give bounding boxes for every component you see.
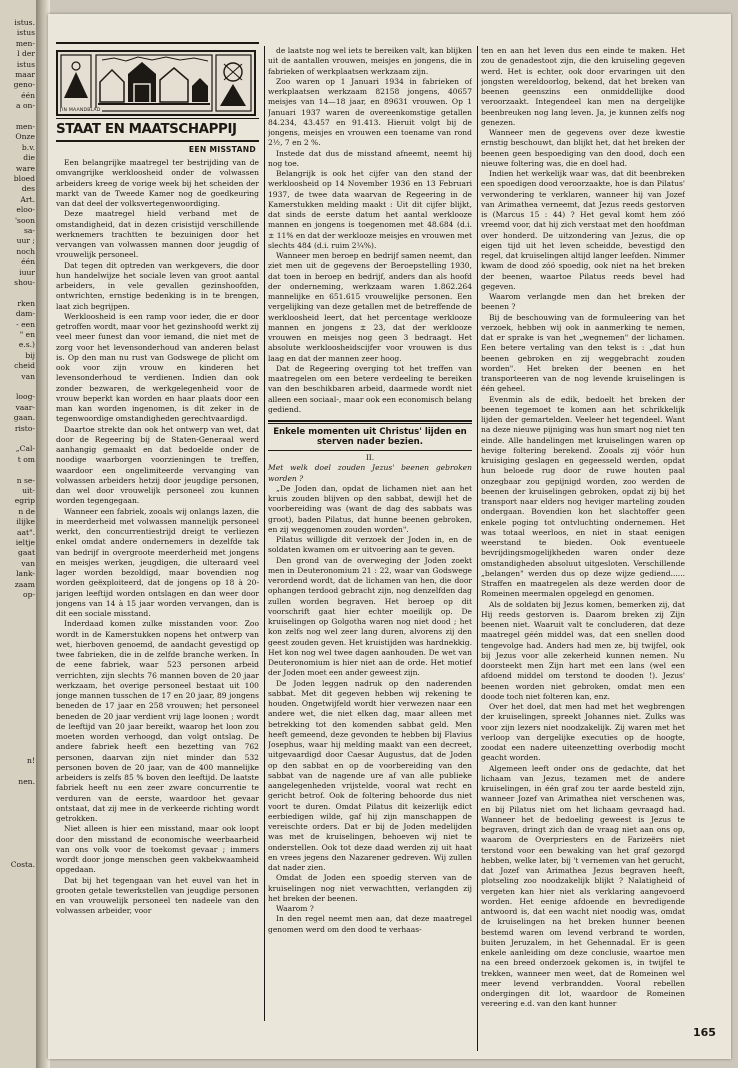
left-page-fragment: ieltje bbox=[15, 538, 35, 547]
article-paragraph: Dat tegen dit optreden van werkgevers, die door hun handelwijze het sociale leven van groot aantal arbeiders, in vele gevallen gezinshoofden, ontwrichten, ernstige bedenking is in te brengen, laat zich begrijpen. bbox=[56, 260, 259, 311]
left-page-fragment: ilijke bbox=[16, 517, 35, 527]
article-title-rule bbox=[268, 450, 472, 451]
left-page-fragment: sa- bbox=[24, 226, 35, 235]
left-page-fragment: b.v. bbox=[21, 142, 35, 152]
column-divider-2 bbox=[477, 46, 478, 1051]
left-page-fragment: maar bbox=[15, 70, 35, 79]
article-paragraph: Zoo waren op 1 Januari 1934 in fabrieken of werkplaatsen werkzaam 82158 jongens, 40657 meisjes van 14—18 jaar, en 89631 vrouwen. Op 1 Januari 1937 waren de overeenkomstige getallen 84.234, 43.457 en 91.413. Hieruit volgt bij de jongens, meisjes en vrouwen een toename van rond 2½, 7 en 2 %. bbox=[268, 76, 472, 148]
article-paragraph: Bij de beschouwing van de formuleering van het verzoek, hebben wij ook in aanmerking te nemen, dat er sprake is van het „wegnemen" der lichamen. Een betere vertaling van den tekst is : „dat hun beenen gebroken en zij weggebracht zouden worden". Het breken der beenen en het transporteeren van de nog levende kruiselingen is één geheel. bbox=[481, 312, 685, 394]
column-3 bbox=[481, 46, 685, 1058]
article-paragraph: Algemeen leeft onder ons de gedachte, dat het lichaam van Jezus, tezamen met de andere kruiselingen, in één graf zou ter aarde besteld zijn, wanneer Jozef van Arimathea niet verschenen was, en bij Pilatus niet om het lichaam gevraagd had. Wanneer het de bedoeling geweest is Jezus te begraven, dringt zich dan de vraag niet aan ons op, waarom de Overpriesters en de Farizeërs niet terstond voor een bewaking van het graf gezorgd hebben, welke later, bij 't vernemen van het gerucht, dat Jozef van Arimathea Jezus begraven heeft, plotseling zoo noodzakelijk blijkt ? Nalatigheid of vergeten kan hier niet als verklaring aangevoerd worden. Het eenige afdoende en bevredigende antwoord is, dat een wacht niet noodig was, omdat de kruiselingen na het breken hunner beenen bestemd waren om levend verbrand te worden, buiten Jeruzalem, in het Gehennadal. Er is geen enkele aanleiding om deze conclusie, waartoe men na een breed onderzoek gekomen is, in twijfel te trekken, wanneer men weet, dat de Romeinen wel meer levend verbrandden. Vooral rebellen ondergingen dit lot, waardoor de Romeinen vereering e.d. van den kant hunner bbox=[481, 763, 685, 1009]
page-number: 165 bbox=[693, 1026, 716, 1039]
article-paragraph: Wanneer een fabriek, zooals wij onlangs lazen, die in meerderheid met volwassen mannelijk personeel werkt, den concurrentiestrijd dreigt te verliezen enkel omdat andere ondernemers in dezelfde tak van bedrijf in overgroote meerderheid met jongens en meisjes werken, jeugdigen, die ulteraard veel lager worden bezoldigd, maar bovendien nog worden geëxploiteerd, dat de jongens op 18 à 20-jarigen leeftijd worden ontslagen en dan weer door jongens van 14 à 15 jaar worden vervangen, dan is dit een sociale misstand. bbox=[56, 506, 259, 618]
left-page-fragment: risto- bbox=[14, 423, 35, 433]
column-divider-1 bbox=[264, 46, 265, 1021]
left-page-fragment: iuur bbox=[19, 267, 35, 277]
article-paragraph: Niet alleen is hier een misstand, maar ook loopt door den misstand de economische weerbaarheid van ons volk voor de toekomst gevaar ; immers wordt door jonge menschen geen vakbekwaamheid opgedaan. bbox=[56, 824, 259, 875]
article-paragraph: Inderdaad komen zulke misstanden voor. Zoo wordt in de Kamerstukken nopens het ontwerp van wet, hierboven genoemd, de aandacht gevestigd op twee fabrieken, die in de zelfde branche werken. In de eene fabriek, waar 523 personen arbeid verrichten, zijn slechts 76 mannen boven de 20 jaar werkzaam, het overige personeel bestaat uit 100 jonge mannen tusschen de 17 en 20 jaar, 89 jongens beneden de 17 jaar en 258 vrouwen; het personeel beneden de 20 jaar verdient vrij lage loonen ; wordt de leeftijd van 20 jaar bereikt, waarop het loon zou moeten worden verhoogd, dan volgt ontslag. De andere fabriek heeft een bezetting van 762 personen, daarvan zijn niet minder dan 532 personen boven de 20 jaar, van de 400 mannelijke arbeiders is zelfs 85 % boven den leeftijd. De laatste fabriek heeft nu een zeer zware concurrentie te verduren van de eerste, waardoor het gevaar ontstaat, dat zij mee in de verkeerde richting wordt getrokken. bbox=[56, 619, 259, 823]
left-page-fragment: loog- bbox=[16, 392, 35, 402]
left-page-fragment: men- bbox=[15, 38, 35, 48]
article-paragraph: Dat de Regeering overging tot het treffen van maatregelen om een betere verdeeling te bereiken van den beschikbaren arbeid, daarmede wordt niet alleen een sociaal-, maar ook een economisch belang gediend. bbox=[268, 363, 472, 414]
left-page-fragment: gaan. bbox=[13, 413, 35, 423]
left-page-fragment: van bbox=[21, 558, 35, 568]
left-page-fragment: a on- bbox=[16, 101, 35, 111]
article-paragraph: Dat bij het tegengaan van het euvel van het in grooten getale tewerkstellen van jeugdige personen en van vrouwelijk personeel ten nadeele van den volwassen arbeider, voor bbox=[56, 875, 259, 916]
left-page-fragment: van bbox=[21, 371, 35, 381]
left-page-fragment: Costa. bbox=[10, 860, 35, 870]
article-divider-rule bbox=[268, 420, 472, 424]
left-page-fragment: uur ; bbox=[16, 236, 35, 246]
left-page-fragment: istus. bbox=[14, 18, 35, 27]
left-page-fragment: istus bbox=[16, 28, 35, 38]
article-paragraph: Waarom verlangde men dan het breken der beenen ? bbox=[481, 292, 685, 312]
left-page-fragment: istus bbox=[16, 59, 35, 69]
left-page-fragment: 'soon bbox=[14, 215, 35, 225]
article-paragraph: In den regel neemt men aan, dat deze maatregel genomen werd om den dood te verhaas- bbox=[268, 914, 472, 934]
left-page-fragment: men- bbox=[15, 122, 35, 131]
article-paragraph: Waarom ? bbox=[276, 904, 314, 913]
article-paragraph: Wanneer men beroep en bedrijf samen neemt, dan ziet men uit de gegevens der Beroepstelling 1930, dat toen in beroep en bedrijf, anders dan als hoofd der onderneming, werkzaam waren 1.862.264 mannelijke en 651.615 vrouwelijke personen. Een vergelijking van deze getallen met de betreffende de werkloosheid leert, dat het percentage werklooze mannen en jongens ± 23, dat der werklooze vrouwen en meisjes nog geen 3 bedraagt. Het absolute werkloosheidscijfer voor vrouwen is dus laag en dat der mannen zeer hoog. bbox=[268, 251, 472, 363]
left-page-fragment: bloed bbox=[13, 174, 35, 183]
left-page-fragment: Art. bbox=[20, 194, 35, 204]
article-paragraph: Den grond van de overweging der Joden zoekt men in Deuteronomium 21 : 22, waar van Godswege verordend wordt, dat de lichamen van hen, die door ophangen terdood gebracht zijn, nog denzelfden dag zullen worden begraven. Het beroep op dit voorschrift gaat hier echter moeilijk op. De kruiselingen op Golgotha waren nog niet dood ; het kon zelfs nog wel zeer lang duren, alvorens zij den geest zouden geven. Het kruistijden was hardnekkig. Het kon nog wel twee dagen aanhouden. De wet van Deuteronomium is hier niet aan de orde. Het motief der Joden moet een ander geweest zijn. bbox=[268, 555, 472, 678]
article-paragraph: De Joden leggen nadruk op den naderenden sabbat. Met dit gegeven hebben wij rekening te houden. Ongetwijfeld wordt hier verwezen naar een andere wet, die niet elken dag, maar alleen met betrekking tot den komenden sabbat geld. Men heeft gemeend, deze gevonden te hebben bij Flavius Josephus, waar hij melding maakt van een decreet, uitgevaardigd door Caesar Augustus, dat de Joden op den sabbat en op de voorbereiding van den sabbat van de nagende ure af van alle publieke aangelegenheden vrijstelde, vooral wat recht en gericht betrof. Ook de foltering behoorde dus niet voort te duren. Omdat Pilatus dit keizerlijk edict eerbiedigen wilde, gaf hij zijn manschappen de vereischte orders. Dat er bij de Joden medelijden was met de kruiselingen, behoeven wij niet te onderstellen. Ook tot deze daad werden zij uit haat en vrees jegens den Nazarener gedreven. Wij zullen dat nader zien. bbox=[268, 678, 472, 872]
left-page-fragment: cheid bbox=[14, 361, 35, 371]
article-paragraph: Deze maatregel hield verband met de omstandigheid, dat in dezen crisistijd verschillende werknemers trachtten te bezuinigen door het vervangen van volwassen mannen door jeugdig of vrouwelijk personeel. bbox=[56, 209, 259, 260]
left-page-fragment: noch bbox=[16, 246, 35, 256]
article-paragraph: Belangrijk is ook het cijfer van den stand der werkloosheid op 14 November 1936 en 13 Februari 1937, de twee data waarvan de Regeering in de Kamerstukken melding maakt : Uit dit cijfer blijkt, dat sinds de eerste datum het aantal werklooze mannen en jongens is toegenomen met 48.684 (d.i. ± 11% en dat der werklooze meisjes en vrouwen met slechts 484 (d.i. ruim 2¼%). bbox=[268, 169, 472, 250]
left-page-fragment: die bbox=[23, 153, 35, 163]
article-paragraph: Wanneer men de gegevens over deze kwestie ernstig beschouwt, dan blijkt het, dat het breken der beenen geen bespoediging van den dood, doch een nieuwe foltering was, die en doel had. bbox=[481, 128, 685, 168]
left-page-fragment: één bbox=[21, 90, 35, 100]
left-page-fragment: geno- bbox=[13, 80, 35, 90]
article-paragraph: Omdat de Joden een spoedig sterven van de kruiselingen nog niet verwachtten, verlangden zij het breken der beenen. bbox=[268, 873, 472, 903]
left-page-fragment: des bbox=[21, 184, 35, 194]
article-paragraph: Evenmin als de edik, bedoelt het breken der beenen tegemoet te komen aan het schrikkelijk lijden der gemartelden. Veeleer het tegendeel. Want na deze nieuwe pijniging was hun smart nog niet ten einde. Alle handelingen met kruiselingen waren op hevige foltering berekend. Zooals zij vóór hun kruisiging geslagen en gegeesseld werden, opdat hun beloede rug door de ruwe houten paal onzegbaar zou gepijnigd worden, zoo werden de beenen der kruiselingen gebroken, opdat zij bij het transport naar elders nog heviger marteling zouden ondergaan. Bovendien kon het slachtoffer geen enkele poging tot ontvluchting ondernemen. Het was totaal weerloos, en niet in staat eenigen weerstand te bieden. Ook eventueele bevrijdingsmogelijkheden waren onder deze omstandigheden absoluut uitgesloten. Verschillende „belangen" werden dus op deze wijze gediend...... Straffen en maatregelen als deze werden door de Romeinen meermalen opgelegd en genomen. bbox=[481, 394, 685, 599]
article-paragraph: de laatste nog wel iets te bereiken valt, kan blijken uit de aantallen vrouwen, meisjes en jongens, die in fabrieken of werkplaatsen werkzaam zijn. bbox=[268, 46, 472, 76]
banner-artwork bbox=[58, 52, 254, 114]
left-page-fragment: - een bbox=[16, 319, 35, 329]
left-page-fragment: bij bbox=[25, 350, 35, 360]
article-paragraph: Instede dat dus de misstand afneemt, neemt hij nog toe. bbox=[268, 148, 472, 168]
article-paragraph: Als de soldaten bij Jezus komen, bemerken zij, dat Hij reeds gestorven is. Daarom breken zij Zijn beenen niet. Waaruit valt te concluderen, dat deze maatregel géén middel was, dat een snellen dood tengevolge had. Anders had men ze, bij twijfel, ook bij Jezus voor alle zekerheid kunnen nemen. Nu doorsteekt men Zijn hart met een lans (wel een afdoend middel om terstond te dooden !). Jezus' beenen worden niet gebroken, omdat men een doode toch niet folteren kan, enz. bbox=[481, 599, 685, 701]
article-paragraph: ten en aan het leven dus een einde te maken. Het zou de genadestoot zijn, die den kruiseling gegeven werd. Het is echter, ook door ervaringen uit den jongsten wereldoorlog, bekend, dat het breken van beenen geenszins een onmiddellijke dood veroorzaakt. Integendeel kan men na dergelijke beenbreuken nog lang leven. Ja, je kunnen zelfs nog genezen. bbox=[481, 46, 685, 127]
left-page-fragment: e.s.) bbox=[18, 340, 35, 350]
article-paragraph: „De Joden dan, opdat de lichamen niet aan het kruis zouden blijven op den sabbat, dewijl het de voorbereiding was (want de dag des sabbats was groot), baden Pilatus, dat hunne beenen gebroken, en zij weggenomen zouden worden". bbox=[268, 483, 472, 534]
left-page-fragment: n de bbox=[18, 506, 35, 516]
title-underline bbox=[56, 140, 259, 142]
left-page-fragment: Onze bbox=[15, 132, 35, 142]
left-page-fragment: t om bbox=[17, 454, 35, 464]
column-1 bbox=[56, 158, 259, 1024]
article-paragraph: Daartoe strekte dan ook het ontwerp van wet, dat door de Regeering bij de Staten-Generaal werd aanhangig gemaakt en dat bedoelde onder de noodige waarborgen voorzieningen te treffen, waardoor een ongelimiteerde vervanging van volwassen arbeiders hetzij door jeugdige personen, dan wel door vrouwelijk personeel zou kunnen worden tegengegaan. bbox=[56, 424, 259, 506]
left-page-fragment: n se- bbox=[16, 475, 35, 485]
left-page-fragment: l der bbox=[17, 49, 35, 59]
article-part-number: II. bbox=[365, 453, 375, 462]
left-page-fragment: ware bbox=[15, 163, 35, 173]
section-title: STAAT EN MAATSCHAPPIJ bbox=[56, 122, 237, 137]
left-page-fragment: n! bbox=[27, 756, 35, 766]
article-paragraph: Pilatus willigde dit verzoek der Joden in, en de soldaten kwamen om er uitvoering aan te geven. bbox=[268, 535, 472, 555]
left-page-fragment: egrip bbox=[14, 496, 35, 506]
left-page-fragment: lank- bbox=[16, 569, 35, 579]
left-page-fragment: nen. bbox=[18, 777, 35, 787]
left-page-fragment: rken bbox=[17, 298, 35, 308]
article-subtitle: EEN MISSTAND bbox=[188, 145, 256, 154]
left-page-fragment: " en bbox=[19, 330, 35, 339]
left-page-fragment: eloo- bbox=[16, 205, 35, 215]
article-title: Enkele momenten uit Christus' lijden en sterven nader bezien. bbox=[273, 427, 467, 447]
article-paragraph: Indien het werkelijk waar was, dat dit beenbreken een spoedigen dood veroorzaakte, hoe is dan Pilatus' verwondering te verklaren, wanneer hij van Jozef van Arimathea verneemt, dat Jezus reeds gestorven is (Marcus 15 : 44) ? Het geval komt hem zóó vreemd voor, dat hij zich verstaat met den hoofdman over honderd. De uitzondering van Jezus, die op eigen tijd uit het leven scheidde, bevestigd den regel, dat kruiselingen altijd langer leefden. Nimmer kwam de dood zóó spoedig, ook niet na het breken der beenen, waartoe Pilatus reeds bevel had gegeven. bbox=[481, 169, 685, 291]
left-page-fragment: dam- bbox=[15, 309, 35, 319]
article-paragraph: Over het doel, dat men had met het wegbrengen der kruiselingen, spreekt Johannes niet. Zulks was voor zijn lezers niet noodzakelijk. Zij waren met het verloop van dergelijke executies op de hoogte, zoodat een nadere uiteenzetting overbodig mocht geacht worden. bbox=[481, 702, 685, 763]
left-page-fragment: shou- bbox=[14, 278, 35, 287]
banner-bottom-rule bbox=[56, 118, 259, 119]
section-banner-illustration bbox=[56, 50, 256, 116]
article-question: Met welk doel zouden Jezus' beenen gebroken worden ? bbox=[268, 463, 472, 483]
column-2 bbox=[268, 46, 472, 1026]
left-page-fragment: zaam bbox=[14, 579, 35, 589]
article-paragraph: Werkloosheid is een ramp voor ieder, die er door getroffen wordt, maar voor het gezinshoofd werkt zij veel meer funest dan voor iemand, die niet met de zorg voor het levensonderhoud van anderen belast is. Op den man nu rust van Godswege de plicht om ook voor zijn vrouw en kinderen het levensonderhoud te verdienen. Indien dan ook zonder bezwaren, de werkgelegenheid voor de vrouw beperkt kan worden en haar plaats door een man kan worden ingenomen, is dit zeker in de tegenwoordige omstandigheden gerechtvaardigd. bbox=[56, 311, 259, 424]
left-page-fragment: één bbox=[21, 257, 35, 267]
article-paragraph: Een belangrijke maatregel ter bestrijding van de omvangrijke werkloosheid onder de volwassen arbeiders kreeg de vorige week bij het scheiden der markt van de Tweede Kamer nog de goedkeuring van dat deel der volksvertegenwoordiging. bbox=[56, 158, 259, 208]
left-page-fragment: aat". bbox=[16, 527, 35, 537]
left-page-fragment: gaat bbox=[18, 548, 35, 558]
left-page-fragment: „Cal- bbox=[15, 444, 35, 454]
top-rule-col1 bbox=[56, 42, 259, 44]
left-page-fragment: vaar- bbox=[15, 402, 35, 412]
banner-caption: IN MAANDBLAD bbox=[62, 108, 101, 113]
left-page-fragment: op- bbox=[23, 590, 35, 599]
left-page-fragment: uit- bbox=[22, 486, 35, 495]
